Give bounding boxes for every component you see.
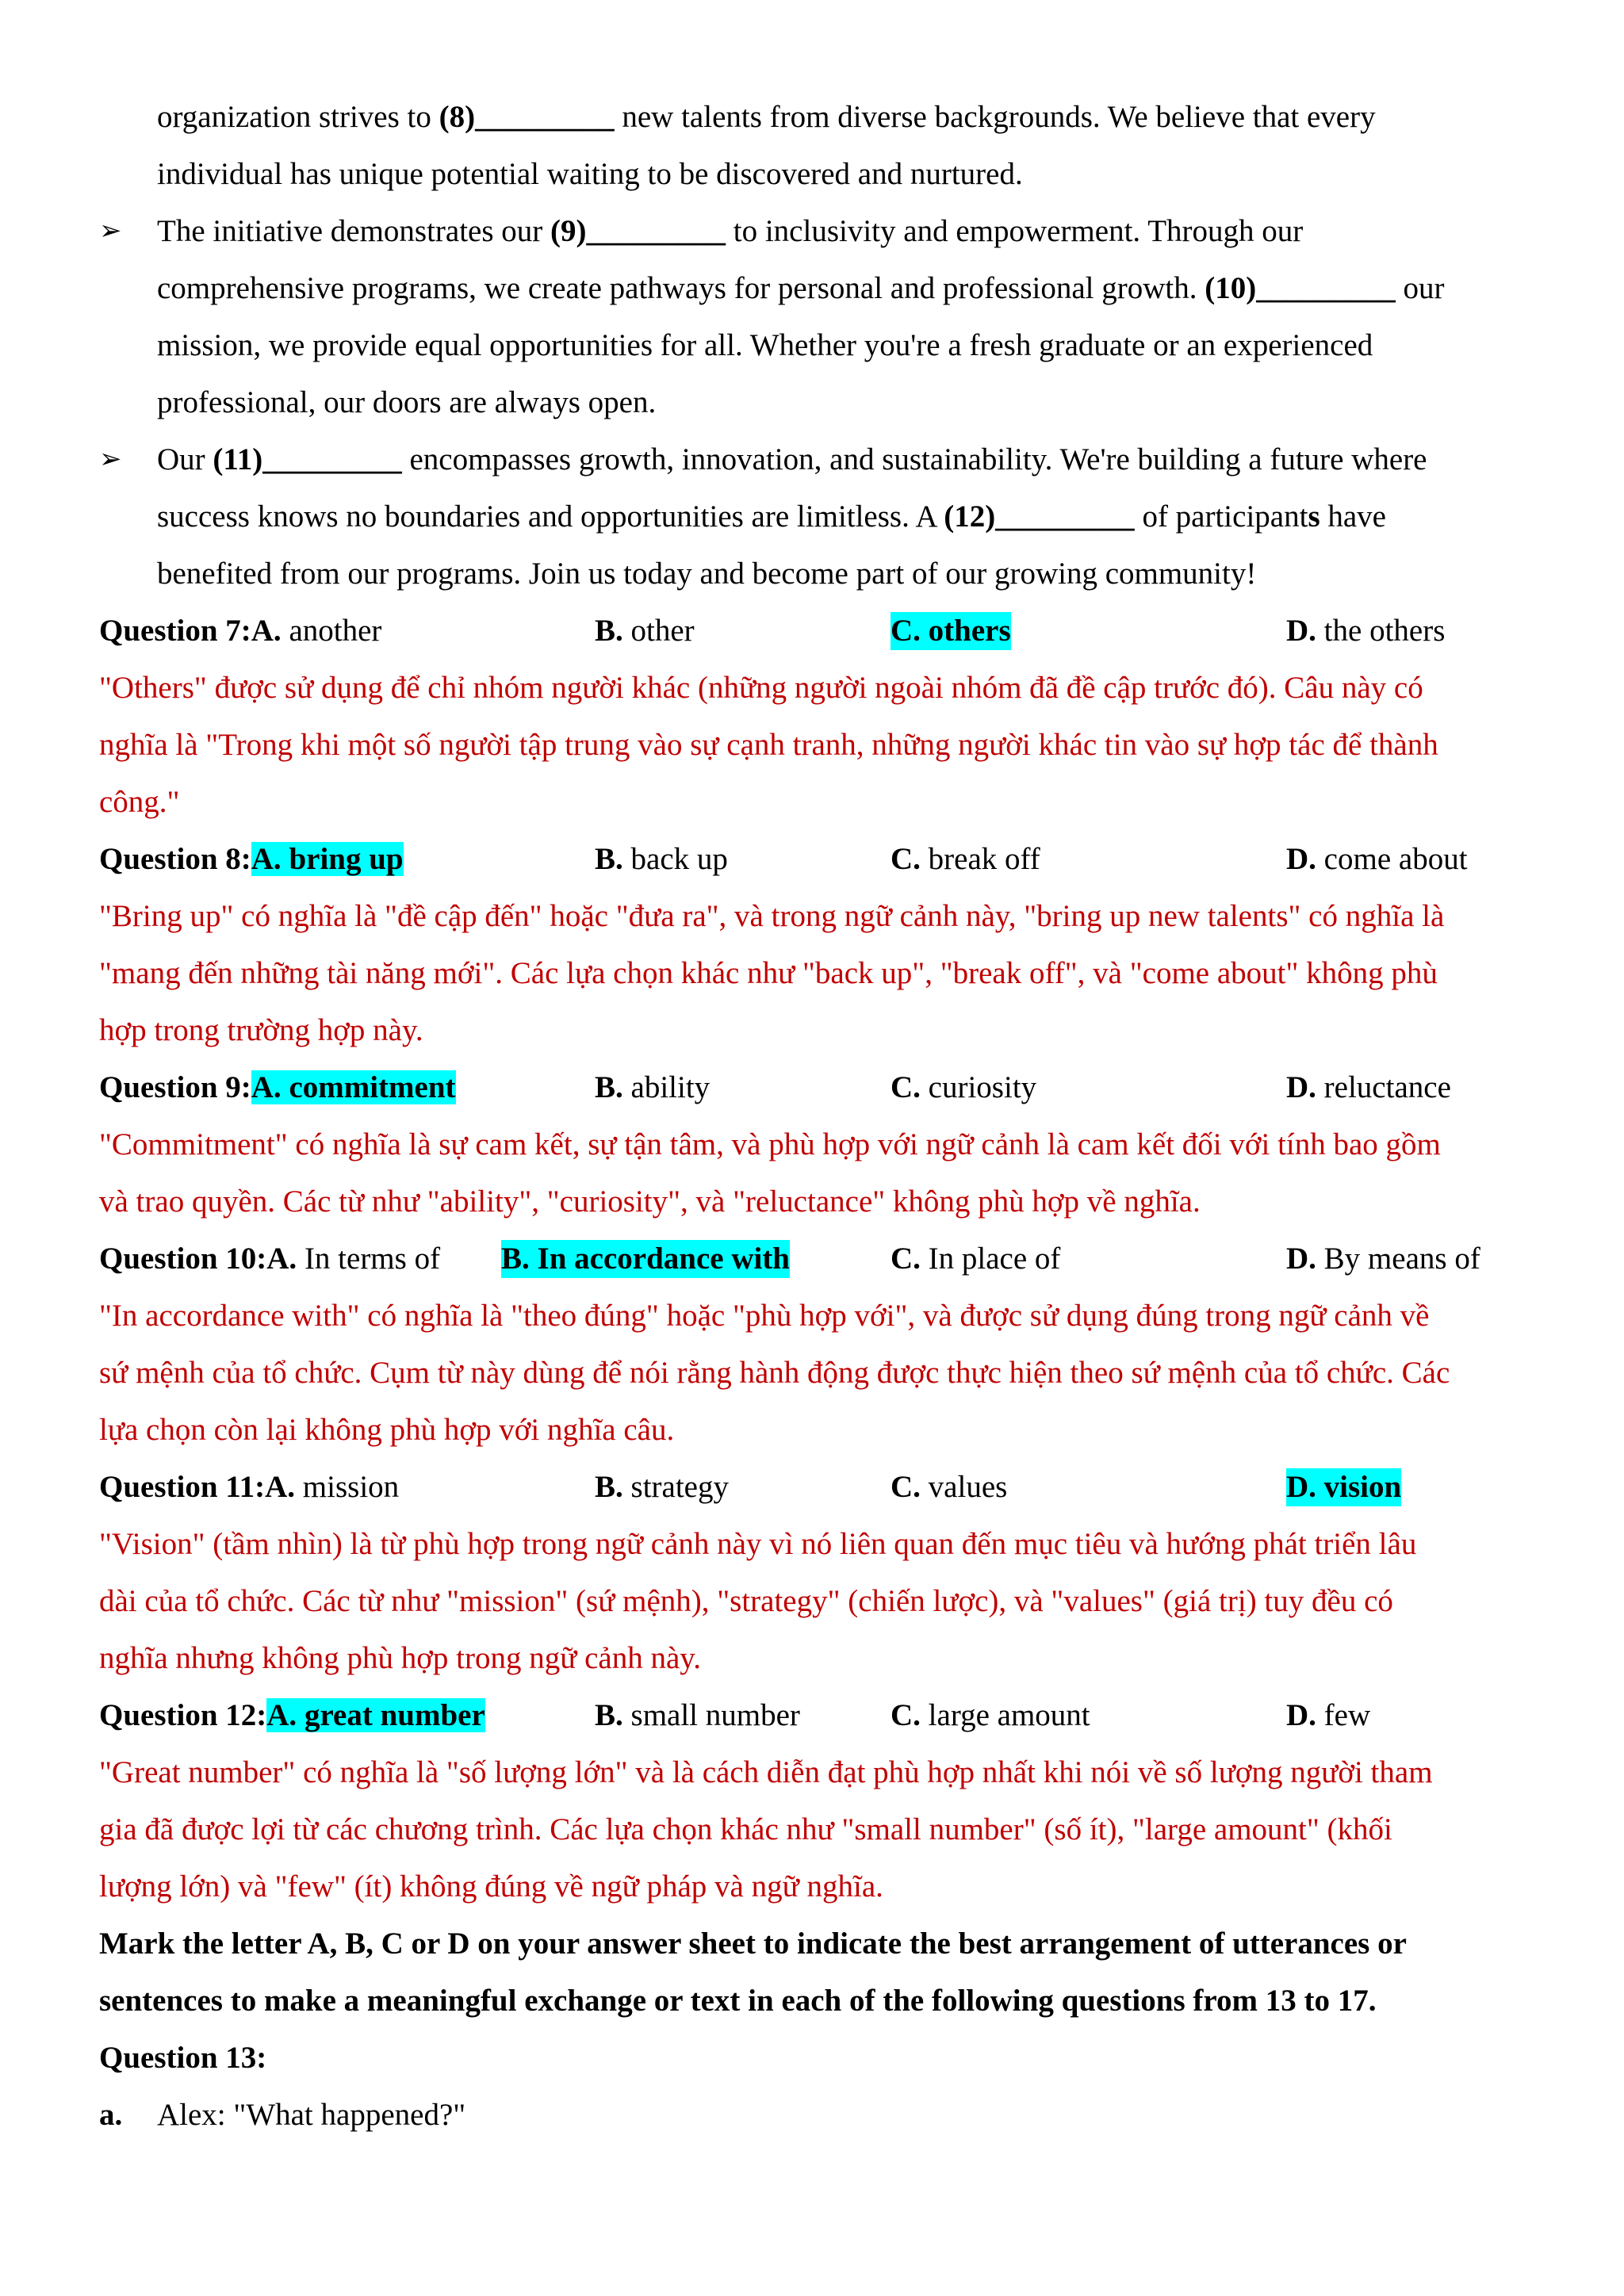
option-letter: C. (891, 1242, 921, 1276)
option-a-answer (251, 1070, 456, 1104)
instructions-line: Mark the letter A, B, C or D on your answer sheet to indicate the best arrangement of utterances or (99, 1927, 1407, 1961)
option-text: strategy (622, 1470, 729, 1504)
passage-line-1 (157, 98, 1376, 136)
explanation-line: nghĩa là "Trong khi một số người tập trung vào sự cạnh tranh, những người khác tin vào sự hợp tác để thành (99, 728, 1438, 762)
question-option-a (99, 1697, 485, 1735)
text: Our (157, 442, 213, 476)
option-c (891, 1697, 1090, 1735)
option-text: reluctance (1316, 1070, 1451, 1104)
passage-line-6: professional, our doors are always open. (157, 385, 657, 419)
question-option-a (99, 1468, 399, 1506)
option-letter: B. (595, 1698, 623, 1732)
option-letter: D. (1286, 1698, 1316, 1732)
option-letter: C. (891, 1470, 921, 1504)
text: encompasses growth, innovation, and sustainability. We're building a future where (401, 442, 1427, 476)
option-letter: C. (891, 614, 921, 648)
option-letter: B. (595, 614, 623, 648)
option-c-answer (891, 612, 1011, 650)
question-label: Question 12: (99, 1698, 267, 1732)
option-text: curiosity (920, 1070, 1037, 1104)
option-a-answer (266, 1698, 485, 1732)
question-option-a (99, 612, 381, 650)
explanation-line: và trao quyền. Các từ như "ability", "curiosity", và "reluctance" không phù hợp về nghĩa. (99, 1184, 1201, 1219)
explanation-line: "mang đến những tài năng mới". Các lựa chọn khác như "back up", "break off", và "come about" không phù (99, 956, 1438, 990)
question-row-11 (0, 1468, 1624, 1506)
option-d (1286, 1069, 1451, 1107)
question-row-9 (0, 1069, 1624, 1107)
text: s (1308, 499, 1320, 534)
explanation-line: "Great number" có nghĩa là "số lượng lớn" và là cách diễn đạt phù hợp nhất khi nói về số lượng người tham (99, 1755, 1433, 1789)
blank-9: (9)_________ (550, 214, 726, 248)
option-text: few (1316, 1698, 1371, 1732)
item-text-a: Alex: "What happened?" (157, 2098, 466, 2132)
option-text: others (920, 614, 1011, 648)
option-a-answer (251, 842, 404, 876)
explanation-line: "Vision" (tầm nhìn) là từ phù hợp trong ngữ cảnh này vì nó liên quan đến mục tiêu và hướng phát triển lâu (99, 1527, 1417, 1561)
explanation-line: "In accordance with" có nghĩa là "theo đúng" hoặc "phù hợp với", và được sử dụng đúng trong ngữ cảnh về (99, 1299, 1430, 1333)
option-d (1286, 840, 1468, 878)
passage-line-9: benefited from our programs. Join us today and become part of our growing community! (157, 557, 1257, 591)
option-letter: A. (251, 1070, 282, 1104)
option-text: In place of (920, 1242, 1061, 1276)
instructions-line: sentences to make a meaningful exchange or text in each of the following questions from 13 to 17. (99, 1984, 1377, 2018)
passage-line-5: mission, we provide equal opportunities for all. Whether you're a fresh graduate or an experienced (157, 328, 1373, 362)
passage-line-4 (157, 270, 1444, 308)
option-text: bring up (281, 842, 404, 876)
explanation-line: nghĩa nhưng không phù hợp trong ngữ cảnh này. (99, 1641, 702, 1675)
option-letter: D. (1286, 1242, 1316, 1276)
option-letter: B. (595, 1470, 623, 1504)
question-label: Question 7: (99, 614, 251, 648)
option-letter: A. (251, 842, 282, 876)
option-letter: D. (1286, 614, 1316, 648)
explanation-line: công." (99, 785, 180, 819)
option-d (1286, 612, 1445, 650)
option-letter: A. (251, 614, 282, 648)
option-letter: A. (266, 1242, 297, 1276)
question-option-a (99, 1240, 440, 1278)
question-row-7 (0, 612, 1624, 650)
option-letter: B. (595, 842, 623, 876)
blank-11: (11)_________ (213, 442, 402, 476)
question-13-label: Question 13: (99, 2041, 267, 2075)
text: comprehensive programs, we create pathways for personal and professional growth. (157, 271, 1205, 305)
option-letter: B. (595, 1070, 623, 1104)
bullet-arrow-icon: ➢ (99, 216, 122, 246)
option-text: commitment (281, 1070, 456, 1104)
text: our (1395, 271, 1445, 305)
option-letter: C. (891, 842, 921, 876)
explanation-line: hợp trong trường hợp này. (99, 1013, 423, 1047)
question-label: Question 8: (99, 842, 251, 876)
passage-line-7 (157, 441, 1427, 479)
option-text: values (920, 1470, 1008, 1504)
option-letter: C. (891, 1698, 921, 1732)
option-text: small number (622, 1698, 800, 1732)
question-label: Question 11: (99, 1470, 266, 1504)
question-row-8 (0, 840, 1624, 878)
question-row-12 (0, 1697, 1624, 1735)
option-letter: A. (265, 1470, 296, 1504)
option-text: the others (1316, 614, 1446, 648)
option-text: back up (622, 842, 728, 876)
question-option-a (99, 840, 404, 878)
bullet-arrow-icon: ➢ (99, 445, 122, 474)
text: organization strives to (157, 100, 439, 134)
text: new talents from diverse backgrounds. We believe that every (614, 100, 1376, 134)
explanation-line: "Others" được sử dụng để chỉ nhóm người khác (những người ngoài nhóm đã đề cập trước đó). Câu này có (99, 671, 1423, 705)
option-c (891, 840, 1040, 878)
option-text: In terms of (297, 1242, 441, 1276)
question-label: Question 10: (99, 1242, 267, 1276)
question-label: Question 9: (99, 1070, 251, 1104)
blank-10: (10)_________ (1205, 271, 1396, 305)
passage-line-3 (157, 212, 1303, 251)
option-text: mission (295, 1470, 400, 1504)
option-text: other (622, 614, 695, 648)
option-c (891, 1069, 1036, 1107)
option-text: large amount (920, 1698, 1090, 1732)
option-c (891, 1468, 1007, 1506)
option-text: vision (1316, 1470, 1402, 1504)
option-letter: B. (501, 1242, 530, 1276)
text: have (1320, 499, 1386, 534)
option-b (595, 840, 728, 878)
option-letter: A. (266, 1698, 297, 1732)
text: to inclusivity and empowerment. Through our (726, 214, 1304, 248)
explanation-line: "Bring up" có nghĩa là "đề cập đến" hoặc "đưa ra", và trong ngữ cảnh này, "bring up new talents" có nghĩa là (99, 899, 1445, 933)
blank-8: (8)_________ (439, 100, 615, 134)
option-letter: D. (1286, 1070, 1316, 1104)
text: of participant (1134, 499, 1308, 534)
option-b (595, 1697, 800, 1735)
explanation-line: gia đã được lợi từ các chương trình. Các lựa chọn khác như "small number" (số ít), "large amount" (khối (99, 1812, 1392, 1846)
question-option-a (99, 1069, 456, 1107)
blank-12: (12)_________ (944, 499, 1135, 534)
option-d (1286, 1697, 1370, 1735)
explanation-line: dài của tổ chức. Các từ như "mission" (sứ mệnh), "strategy" (chiến lược), và "values" (giá trị) tuy đều có (99, 1584, 1393, 1618)
option-text: come about (1316, 842, 1468, 876)
option-text: another (281, 614, 382, 648)
explanation-line: sứ mệnh của tổ chức. Cụm từ này dùng để nói rằng hành động được thực hiện theo sứ mệnh của tổ chức. Các (99, 1356, 1450, 1390)
option-b-answer (501, 1240, 790, 1278)
text: The initiative demonstrates our (157, 214, 551, 248)
option-b (595, 1468, 729, 1506)
option-letter: D. (1286, 842, 1316, 876)
explanation-line: lựa chọn còn lại không phù hợp với nghĩa câu. (99, 1413, 675, 1447)
option-d (1286, 1240, 1480, 1278)
explanation-line: lượng lớn) và "few" (ít) không đúng về ngữ pháp và ngữ nghĩa. (99, 1869, 883, 1904)
explanation-line: "Commitment" có nghĩa là sự cam kết, sự tận tâm, và phù hợp với ngữ cảnh là cam kết đối với tính bao gồm (99, 1127, 1441, 1161)
option-b (595, 612, 695, 650)
option-d-answer (1286, 1468, 1401, 1506)
option-letter: C. (891, 1070, 921, 1104)
option-text: break off (920, 842, 1040, 876)
passage-line-2: individual has unique potential waiting to be discovered and nurtured. (157, 157, 1023, 191)
option-text: ability (622, 1070, 710, 1104)
option-text: great number (297, 1698, 485, 1732)
option-letter: D. (1286, 1470, 1316, 1504)
passage-line-8 (157, 498, 1386, 536)
question-row-10 (0, 1240, 1624, 1278)
text: success knows no boundaries and opportunities are limitless. A (157, 499, 944, 534)
option-text: By means of (1316, 1242, 1480, 1276)
option-b (595, 1069, 710, 1107)
item-letter-a: a. (99, 2098, 123, 2132)
option-text: In accordance with (529, 1242, 790, 1276)
option-c (891, 1240, 1060, 1278)
